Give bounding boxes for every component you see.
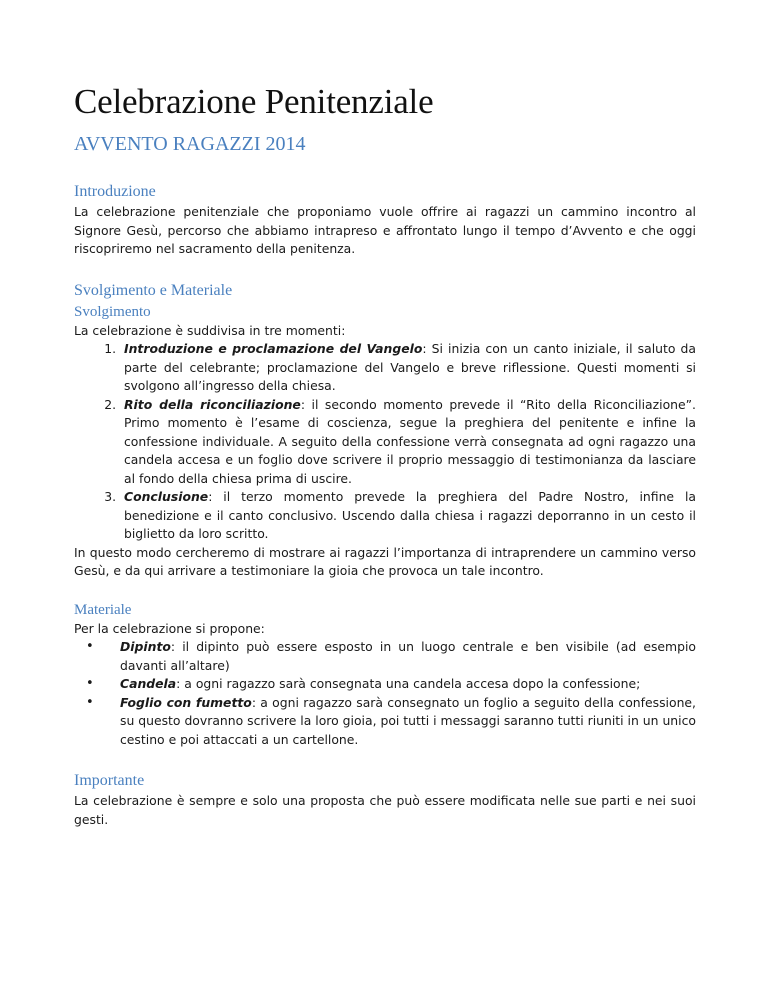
subsection-heading-materiale: Materiale (74, 601, 132, 618)
introduzione-paragraph: La celebrazione penitenziale che proponiamo vuole offrire ai ragazzi un cammino incontro al Signore Gesù, percorso che abbiamo intrapreso e affrontato lungo il tempo d’Avvento e che oggi riscopriremo nel sacramento della penitenza. (74, 204, 696, 256)
step-term: Introduzione e proclamazione del Vangelo (124, 341, 423, 356)
materiale-list (74, 638, 696, 749)
list-item (86, 694, 696, 750)
material-text: : a ogni ragazzo sarà consegnata una candela accesa dopo la confessione; (176, 676, 641, 691)
list-item (120, 488, 696, 544)
svolgimento-steps-list (74, 340, 696, 544)
material-term: Dipinto (120, 639, 171, 654)
step-term: Rito della riconciliazione (124, 396, 301, 412)
section-heading-svolgimento-materiale: Svolgimento e Materiale (74, 281, 233, 299)
section-heading-introduzione: Introduzione (74, 183, 156, 200)
list-item (120, 340, 696, 396)
svolgimento-closing-paragraph: In questo modo cercheremo di mostrare ai ragazzi l’importanza di intraprendere un cammino verso Gesù, e da qui arrivare a testimoniare la gioia che provoca un tale incontro. (74, 544, 696, 578)
material-term: Candela (120, 676, 177, 691)
list-item (120, 396, 696, 489)
material-text: : il dipinto può essere esposto in un luogo centrale e ben visibile (ad esempio davanti all’altare) (120, 639, 696, 673)
bullet-icon: • (86, 639, 94, 654)
step-text: : Si inizia con un canto iniziale, il saluto da parte del celebrante; proclamazione del Vangelo e breve riflessione. Questi momenti si svolgono all’ingresso della chiesa. (124, 341, 696, 393)
section-importante (74, 771, 696, 829)
subsection-heading-svolgimento: Svolgimento (74, 303, 151, 320)
list-item (86, 675, 696, 694)
step-term: Conclusione (124, 489, 209, 504)
bullet-icon: • (86, 694, 94, 710)
section-heading-importante: Importante (74, 772, 145, 789)
material-term: Foglio con fumetto (120, 694, 252, 710)
step-text: : il secondo momento prevede il “Rito della Riconciliazione”. Primo momento è l’esame di coscienza, segue la preghiera del penitente e infine la confessione individuale. A seguito della confessione verrà consegnata ad ogni ragazzo una candela accesa e un foglio dove scrivere il proprio messaggio di testimonianza da lasciare al fondo della chiesa prima di uscire. (124, 396, 696, 486)
importante-paragraph: La celebrazione è sempre e solo una proposta che può essere modificata nelle sue parti e nei suoi gesti. (74, 793, 696, 827)
bullet-icon: • (86, 676, 94, 691)
step-text: : il terzo momento prevede la preghiera del Padre Nostro, infine la benedizione e il canto conclusivo. Uscendo dalla chiesa i ragazzi deporranno in un cesto il biglietto da loro scritto. (124, 489, 696, 541)
document-subtitle: AVVENTO RAGAZZI 2014 (74, 133, 306, 155)
section-svolgimento-materiale (74, 281, 696, 750)
document-title: Celebrazione Penitenziale (74, 82, 434, 121)
document-body (74, 82, 696, 829)
svolgimento-intro: La celebrazione è suddivisa in tre momenti: (74, 322, 346, 338)
list-item (86, 638, 696, 675)
section-introduzione (74, 182, 696, 259)
materiale-intro: Per la celebrazione si propone: (74, 620, 265, 636)
material-text: : a ogni ragazzo sarà consegnato un foglio a seguito della confessione, su questo dovranno scrivere la loro gioia, poi tutti i messaggi saranno tutti riuniti in un unico cestino e poi attaccati a un cartellone. (120, 694, 696, 747)
